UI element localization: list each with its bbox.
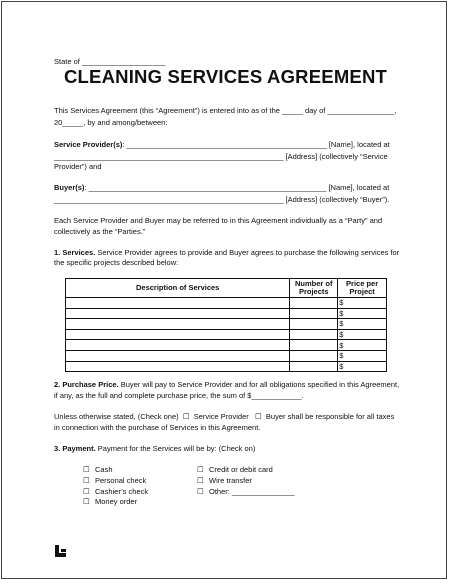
projects-cell[interactable] (290, 308, 338, 319)
col-header-price (338, 279, 387, 298)
purchase-heading: 2. Purchase Price. (54, 380, 119, 389)
document-page (1, 1, 447, 579)
payment-option-label: Other: _______________ (209, 487, 295, 496)
tax-line-2: in connection with the purchase of Services in this Agreement. (54, 423, 261, 432)
payment-heading: 3. Payment. (54, 444, 96, 453)
purchase-line-2: if any, as the full and complete purchase price, the sum of $____________. (54, 391, 304, 400)
projects-cell[interactable] (290, 361, 338, 372)
payment-option-cash[interactable] (83, 465, 113, 475)
col-header-price-line-2: Project (349, 287, 375, 296)
payment-option-label: Wire transfer (209, 476, 252, 485)
buyer-option-label: Buyer shall be responsible for all taxes (265, 412, 395, 421)
brand-logo-icon (55, 545, 66, 557)
payment-option-wire-transfer[interactable] (197, 476, 252, 486)
parties-line-1: Each Service Provider and Buyer may be referred to in this Agreement individually as a “Party” and (54, 216, 383, 225)
provider-name-blank: : ________________________________________________ [Name], located at (122, 140, 390, 149)
description-cell[interactable] (66, 308, 290, 319)
price-cell[interactable]: $ (338, 361, 387, 372)
intro-line-2: 20_____, by and among/between: (54, 118, 168, 127)
projects-cell[interactable] (290, 298, 338, 309)
checkbox-icon[interactable]: ☐ (83, 487, 90, 496)
col-header-projects (290, 279, 338, 298)
provider-line-3: Provider”) and (54, 162, 102, 171)
table-row (66, 350, 387, 361)
parties-line-2: collectively as the “Parties.” (54, 227, 146, 236)
services-line-2: the specific projects described below: (54, 258, 179, 267)
projects-cell[interactable] (290, 329, 338, 340)
purchase-line-1 (54, 380, 399, 390)
price-cell[interactable]: $ (338, 308, 387, 319)
services-table (65, 278, 387, 372)
table-row (66, 298, 387, 309)
price-cell[interactable]: $ (338, 340, 387, 351)
col-header-price-line-1: Price per (346, 278, 379, 288)
checkbox-icon[interactable]: ☐ (197, 476, 204, 485)
description-cell[interactable] (66, 319, 290, 330)
projects-cell[interactable] (290, 319, 338, 330)
payment-option-other[interactable] (197, 487, 295, 497)
payment-option-label: Credit or debit card (209, 465, 273, 474)
tax-prefix: Unless otherwise stated, (Check one) (54, 412, 179, 421)
checkbox-buyer[interactable]: ☐ (255, 412, 262, 421)
payment-option-money-order[interactable] (83, 497, 137, 507)
buyer-line-2: _______________________________________________________ [Address] (collectively “Buyer”). (54, 195, 390, 204)
payment-text: Payment for the Services will be by: (Check on) (95, 444, 256, 453)
buyer-line-1 (54, 183, 389, 193)
intro-line-1: This Services Agreement (this “Agreement”) is entered into as of the _____ day of ________________, (54, 106, 397, 115)
services-heading: 1. Services. (54, 248, 96, 257)
checkbox-icon[interactable]: ☐ (83, 465, 90, 474)
payment-option-credit-card[interactable] (197, 465, 273, 475)
price-cell[interactable]: $ (338, 350, 387, 361)
projects-cell[interactable] (290, 340, 338, 351)
state-line: State of ____________________ (54, 57, 166, 66)
table-row (66, 319, 387, 330)
payment-line-1 (54, 444, 255, 454)
tax-line (54, 412, 394, 422)
table-row (66, 329, 387, 340)
table-row (66, 308, 387, 319)
payment-option-label: Cashier’s check (95, 487, 149, 496)
checkbox-icon[interactable]: ☐ (83, 497, 90, 506)
description-cell[interactable] (66, 340, 290, 351)
payment-option-label: Money order (95, 497, 138, 506)
table-header-row (66, 279, 387, 298)
checkbox-icon[interactable]: ☐ (197, 487, 204, 496)
col-header-projects-line-2: Projects (298, 287, 329, 296)
payment-option-cashiers-check[interactable] (83, 487, 148, 497)
buyer-name-blank: : _________________________________________________________ [Name], located at (84, 183, 390, 192)
description-cell[interactable] (66, 361, 290, 372)
services-text: Service Provider agrees to provide and Buyer agrees to purchase the following services for (95, 248, 400, 257)
provider-label: Service Provider(s) (54, 140, 123, 149)
price-cell[interactable]: $ (338, 319, 387, 330)
service-provider-option-label: Service Provider (193, 412, 249, 421)
payment-option-personal-check[interactable] (83, 476, 146, 486)
description-cell[interactable] (66, 329, 290, 340)
buyer-label: Buyer(s) (54, 183, 85, 192)
col-header-description: Description of Services (66, 279, 290, 298)
table-row (66, 361, 387, 372)
table-row (66, 340, 387, 351)
checkbox-icon[interactable]: ☐ (197, 465, 204, 474)
checkbox-icon[interactable]: ☐ (83, 476, 90, 485)
payment-option-label: Cash (95, 465, 113, 474)
description-cell[interactable] (66, 298, 290, 309)
payment-option-label: Personal check (95, 476, 147, 485)
col-header-projects-line-1: Number of (295, 278, 333, 288)
document-title: CLEANING SERVICES AGREEMENT (64, 66, 388, 87)
provider-line-2: _______________________________________________________ [Address] (collectively “Service (54, 152, 388, 161)
price-cell[interactable]: $ (338, 298, 387, 309)
projects-cell[interactable] (290, 350, 338, 361)
provider-line-1 (54, 140, 390, 150)
description-cell[interactable] (66, 350, 290, 361)
purchase-text: Buyer will pay to Service Provider and for all obligations specified in this Agreement, (118, 380, 400, 389)
checkbox-service-provider[interactable]: ☐ (182, 412, 190, 421)
price-cell[interactable]: $ (338, 329, 387, 340)
services-line-1 (54, 248, 399, 258)
